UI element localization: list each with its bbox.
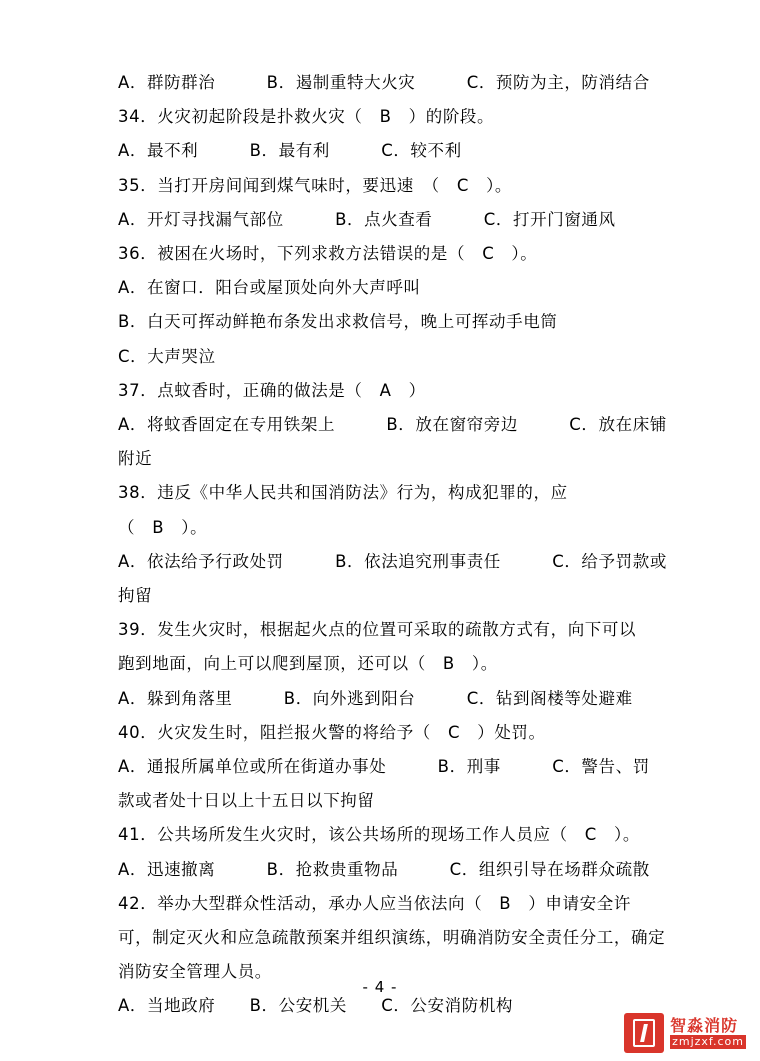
document-line: 消防安全管理人员。 [118, 962, 272, 982]
document-line: A．躲到角落里 B．向外逃到阳台 C．钻到阁楼等处避难 [118, 688, 633, 708]
document-line: 37．点蚊香时，正确的做法是（ A ） [118, 380, 426, 400]
document-line: A．通报所属单位或所在街道办事处 B．刑事 C．警告、罚 [118, 757, 650, 777]
document-line: 42．举办大型群众性活动，承办人应当依法向（ B ）申请安全许 [118, 893, 631, 913]
watermark-url: zmjzxf.com [672, 1034, 744, 1048]
document-line: A．迅速撤离 B．抢救贵重物品 C．组织引导在场群众疏散 [118, 859, 650, 879]
document-body [118, 66, 668, 1024]
document-line: （ B ）。 [118, 517, 208, 537]
fire-extinguisher-logo-icon [624, 1013, 664, 1053]
document-line: A．群防群治 B．遏制重特大火灾 C．预防为主，防消结合 [118, 73, 650, 92]
document-line: A．开灯寻找漏气部位 B．点火查看 C．打开门窗通风 [118, 209, 616, 229]
document-line: A．当地政府 B．公安机关 C．公安消防机构 [118, 996, 514, 1016]
document-line: 38．违反《中华人民共和国消防法》行为，构成犯罪的，应 [118, 483, 568, 503]
document-line: 39．发生火灾时，根据起火点的位置可采取的疏散方式有，向下可以 [118, 620, 637, 640]
document-line: B．白天可挥动鲜艳布条发出求救信号，晚上可挥动手电筒 [118, 312, 558, 332]
document-line: 36．被困在火场时，下列求救方法错误的是（ C ）。 [118, 244, 538, 264]
document-line: 拘留 [118, 586, 153, 606]
document-line: A．在窗口．阳台或屋顶处向外大声呼叫 [118, 278, 421, 298]
document-line: A．依法给予行政处罚 B．依法追究刑事责任 C．给予罚款或 [118, 551, 667, 571]
document-line: A．将蚊香固定在专用铁架上 B．放在窗帘旁边 C．放在床铺 [118, 415, 667, 435]
document-line: 34．火灾初起阶段是扑救火灾（ B ）的阶段。 [118, 107, 495, 127]
document-line: 35．当打开房间闻到煤气味时，要迅速 （ C ）。 [118, 175, 513, 195]
watermark [624, 1013, 746, 1053]
watermark-brand-name: 智淼消防 [670, 1016, 739, 1036]
document-line: 附近 [118, 449, 153, 469]
document-line: 可，制定灭火和应急疏散预案并组织演练，明确消防安全责任分工，确定 [118, 928, 666, 948]
document-line: 款或者处十日以上十五日以下拘留 [118, 791, 375, 811]
document-line: 41．公共场所发生火灾时，该公共场所的现场工作人员应（ C ）。 [118, 825, 640, 845]
document-line: A．最不利 B．最有利 C．较不利 [118, 141, 462, 161]
document-line: 跑到地面，向上可以爬到屋顶，还可以（ B ）。 [118, 654, 498, 674]
document-line: C．大声哭泣 [118, 346, 216, 366]
page-number: - 4 - [362, 978, 398, 996]
watermark-text [670, 1017, 746, 1049]
document-line: 40．火灾发生时，阻拦报火警的将给予（ C ）处罚。 [118, 722, 546, 742]
